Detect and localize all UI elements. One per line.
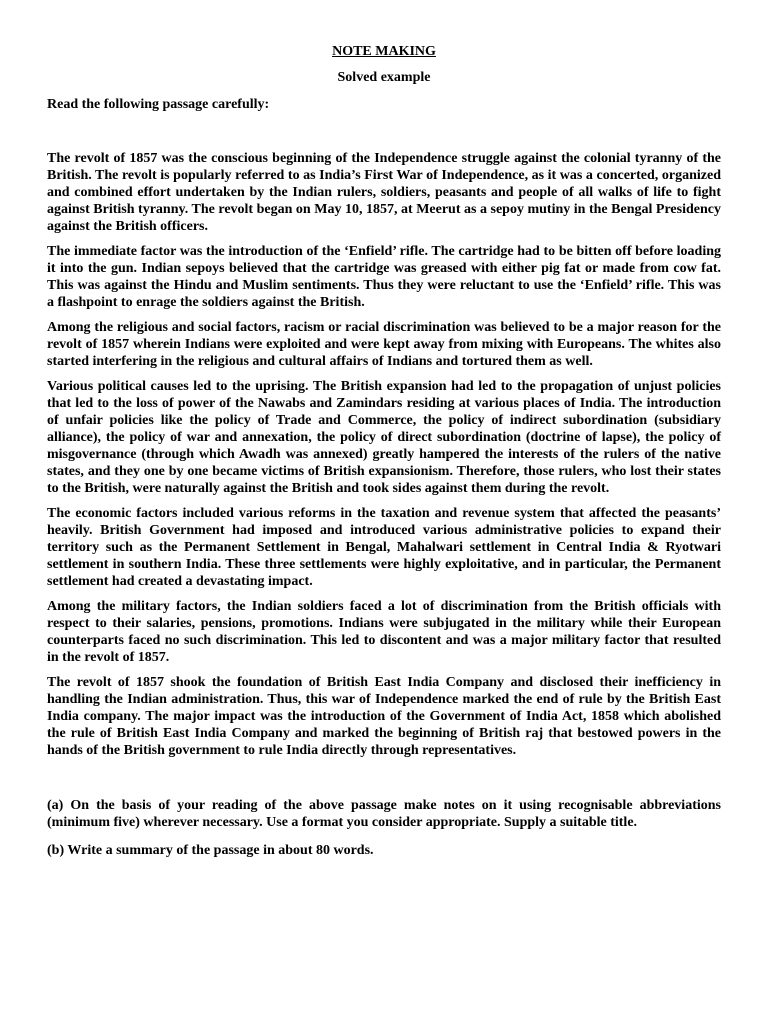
question-a: (a) On the basis of your reading of the above passage make notes on it using recognisable abbreviations (minimum five) wherever necessary. Use a format you consider appropriate. Supply a suitable title. — [47, 797, 721, 830]
instruction-text: Read the following passage carefully: — [47, 97, 270, 112]
questions — [47, 798, 721, 860]
passage-paragraph: The economic factors included various reforms in the taxation and revenue system that affected the peasants’ heavily. British Government had imposed and introduced various administrative policies to expand their territory such as the Permanent Settlement in Bengal, Mahalwari settlement in Central India & Ryotwari settlement in southern India. These three settlements were highly exploitative, and in particular, the Permanent settlement had created a devastating impact. — [47, 506, 721, 589]
page-title: NOTE MAKING — [332, 44, 436, 59]
passage-paragraph: Among the religious and social factors, racism or racial discrimination was believed to be a major reason for the revolt of 1857 wherein Indians were exploited and were kept away from mixing with Europeans. The whites also started interfering in the religious and cultural affairs of Indians and tortured them as well. — [47, 320, 721, 369]
page-subtitle: Solved example — [337, 70, 431, 85]
passage-paragraph: Various political causes led to the uprising. The British expansion had led to the propagation of unjust policies that led to the loss of power of the Nawabs and Zamindars residing at various places of India. The introduction of unfair policies like the policy of Trade and Commerce, the policy of indirect subordination (subsidiary alliance), the policy of war and annexation, the policy of direct subordination (doctrine of lapse), the policy of misgovernance (through which Awadh was annexed) greatly hampered the interests of the rulers of the native states, and they one by one became victims of British expansionism. Therefore, those rulers, who lost their states to the British, were naturally against the British and took sides against them during the revolt. — [47, 379, 721, 496]
passage-paragraph: The revolt of 1857 was the conscious beginning of the Independence struggle against the colonial tyranny of the British. The revolt is popularly referred to as India’s First War of Independence, as it was a concerted, organized and combined effort undertaken by the Indian rulers, soldiers, peasants and people of all walks of life to fight against British tyranny. The revolt began on May 10, 1857, at Meerut as a sepoy mutiny in the Bengal Presidency against the British officers. — [47, 151, 721, 234]
passage-paragraph: The immediate factor was the introduction of the ‘Enfield’ rifle. The cartridge had to be bitten off before loading it into the gun. Indian sepoys believed that the cartridge was greased with either pig fat or made from cow fat. This was against the Hindu and Muslim sentiments. Thus they were reluctant to use the ‘Enfield’ rifle. This was a flashpoint to enrage the soldiers against the British. — [47, 244, 721, 310]
question-b: (b) Write a summary of the passage in about 80 words. — [47, 842, 374, 858]
passage — [47, 151, 721, 760]
passage-paragraph: Among the military factors, the Indian soldiers faced a lot of discrimination from the British officials with respect to their salaries, pensions, promotions. Indians were subjugated in the military while their European counterparts faced no such discrimination. This led to discontent and was a major military factor that resulted in the revolt of 1857. — [47, 599, 721, 665]
passage-paragraph: The revolt of 1857 shook the foundation of British East India Company and disclosed their inefficiency in handling the Indian administration. Thus, this war of Independence marked the end of rule by the British East India company. The major impact was the introduction of the Government of India Act, 1858 which abolished the rule of British East India Company and marked the beginning of British raj that bestowed powers in the hands of the British government to rule India directly through representatives. — [47, 675, 721, 758]
